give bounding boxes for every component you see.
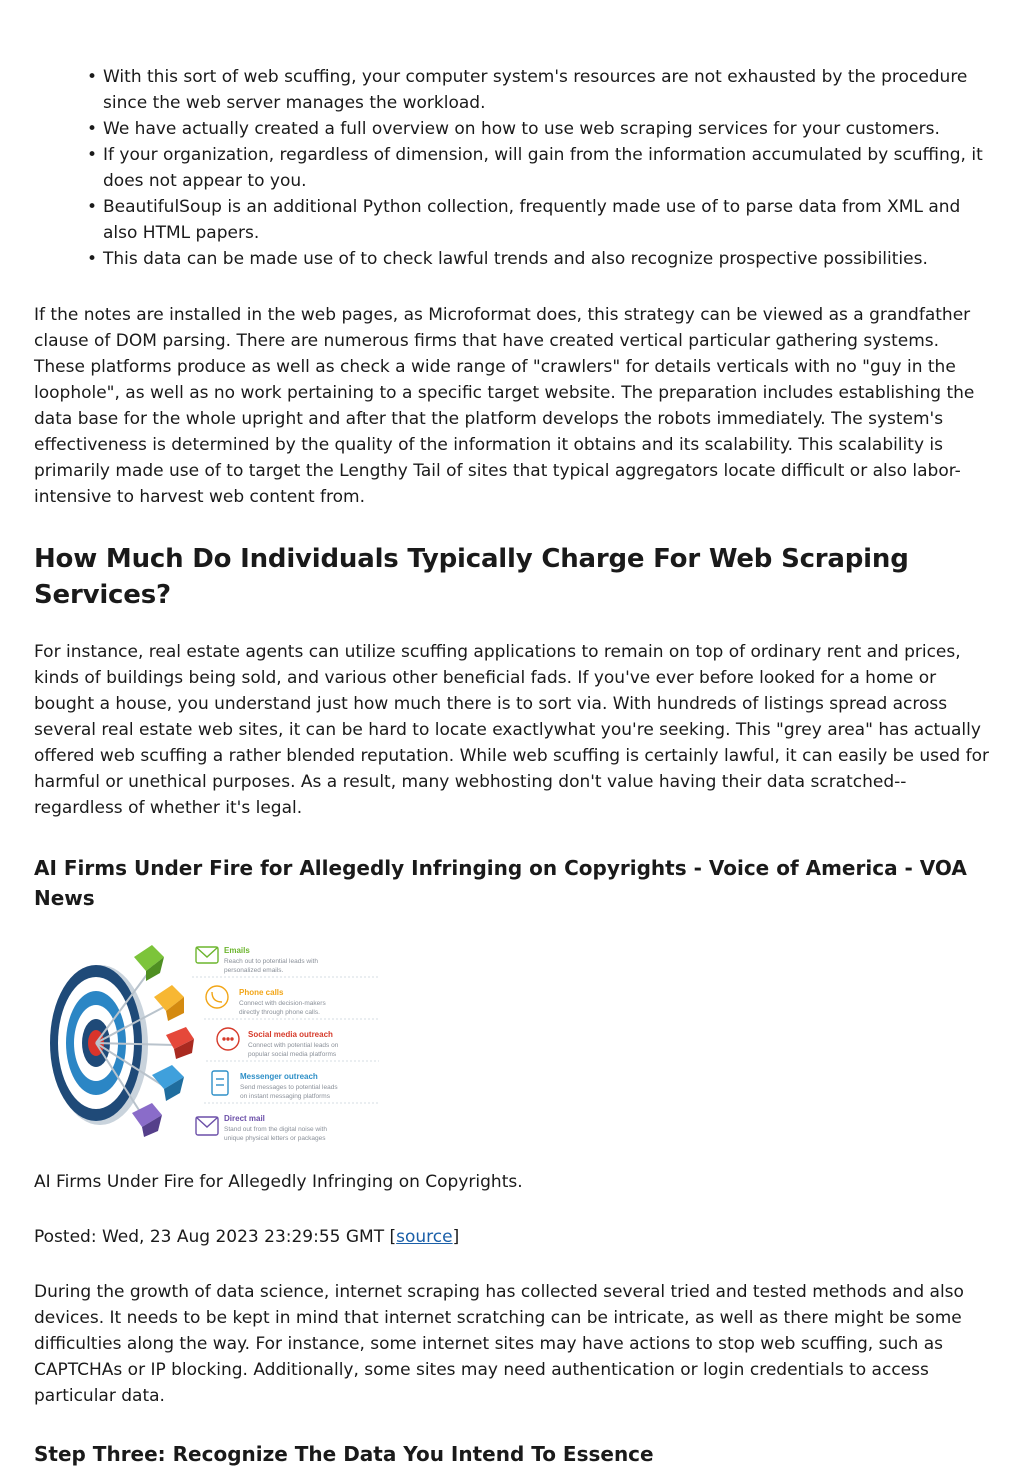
arrowhead-blue-icon <box>152 1065 184 1101</box>
item-title: Emails <box>224 946 250 955</box>
intro-paragraph: If the notes are installed in the web pages, as Microformat does, this strategy can be viewed as a grandfather clause of DOM parsing. There are numerous firms that have created vertical particular gathering systems. These platforms produce as well as check a wide range of "crawlers" for details verticals with no "guy in the loophole", as well as no work pertaining to a specific target website. The preparation includes establishing the data base for the whole upright and after that the platform develops the robots immediately. The system's effectiveness is determined by the quality of the information it obtains and its scalability. This scalability is primarily made use of to target the Lengthy Tail of sites that typical aggregators locate difficult or also labor-intensive to harvest web content from. <box>34 305 975 507</box>
bullet-item: • This data can be made use of to check lawful trends and also recognize prospective possibilities. <box>87 246 990 272</box>
item-desc: unique physical letters or packages <box>224 1135 326 1142</box>
messenger-icon <box>212 1071 228 1095</box>
news-heading: AI Firms Under Fire for Allegedly Infringing on Copyrights - Voice of America - VOA News <box>34 856 967 910</box>
mail-icon <box>196 1117 218 1135</box>
step-heading: Step Three: Recognize The Data You Intend To Essence <box>34 1442 654 1466</box>
item-desc: Reach out to potential leads with <box>224 958 318 965</box>
item-desc: on instant messaging platforms <box>240 1093 330 1100</box>
posted-line <box>34 1224 990 1250</box>
arrowhead-green-icon <box>134 945 164 981</box>
item-desc: Connect with potential leads on <box>248 1042 339 1049</box>
item-desc: personalized emails. <box>224 967 284 974</box>
envelope-icon <box>196 947 218 963</box>
item-title: Phone calls <box>239 988 284 997</box>
bullet-item: • BeautifulSoup is an additional Python collection, frequently made use of to parse data from XML and also HTML papers. <box>87 194 990 246</box>
phone-icon <box>206 986 228 1008</box>
arrowhead-orange-icon <box>154 985 184 1021</box>
chat-bubble-icon <box>217 1028 239 1050</box>
item-title: Social media outreach <box>248 1030 333 1039</box>
outreach-infographic <box>34 935 384 1145</box>
item-desc: directly through phone calls. <box>239 1009 320 1016</box>
item-title: Messenger outreach <box>240 1072 318 1081</box>
posted-suffix: ] <box>452 1227 460 1247</box>
item-desc: Stand out from the digital noise with <box>224 1126 327 1133</box>
arrowhead-red-icon <box>166 1027 194 1059</box>
main-heading: How Much Do Individuals Typically Charge For Web Scraping Services? <box>34 544 909 610</box>
bullet-list <box>34 64 990 272</box>
item-title: Direct mail <box>224 1114 265 1123</box>
bullet-item: • If your organization, regardless of dimension, will gain from the information accumulated by scuffing, it does not appear to you. <box>87 142 990 194</box>
image-caption: AI Firms Under Fire for Allegedly Infringing on Copyrights. <box>34 1172 523 1192</box>
article <box>34 64 990 1469</box>
posted-prefix: Posted: Wed, 23 Aug 2023 23:29:55 GMT [ <box>34 1227 397 1247</box>
bullet-item: • With this sort of web scuffing, your computer system's resources are not exhausted by the procedure since the web server manages the workload. <box>87 64 990 116</box>
arrowhead-purple-icon <box>132 1103 162 1137</box>
source-link[interactable]: source <box>396 1227 453 1247</box>
data-science-paragraph: During the growth of data science, internet scraping has collected several tried and tested methods and also devices. It needs to be kept in mind that internet scratching can be intricate, as well as there might be some difficulties along the way. For instance, some internet sites may have actions to stop web scuffing, such as CAPTCHAs or IP blocking. Additionally, some sites may need authentication or login credentials to access particular data. <box>34 1282 964 1406</box>
item-desc: Send messages to potential leads <box>240 1084 338 1091</box>
bullet-item: • We have actually created a full overview on how to use web scraping services for your customers. <box>87 116 990 142</box>
pricing-paragraph: For instance, real estate agents can utilize scuffing applications to remain on top of ordinary rent and prices, kinds of buildings being sold, and various other beneficial fads. If you've ever before looked for a home or bought a house, you understand just how much there is to sort via. With hundreds of listings spread across several real estate web sites, it can be hard to locate exactlywhat you're seeking. This "grey area" has actually offered web scuffing a rather blended reputation. While web scuffing is certainly lawful, it can easily be used for harmful or unethical purposes. As a result, many webhosting don't value having their data scratched-- regardless of whether it's legal. <box>34 642 989 818</box>
item-desc: popular social media platforms <box>248 1051 337 1058</box>
item-desc: Connect with decision-makers <box>239 1000 326 1007</box>
